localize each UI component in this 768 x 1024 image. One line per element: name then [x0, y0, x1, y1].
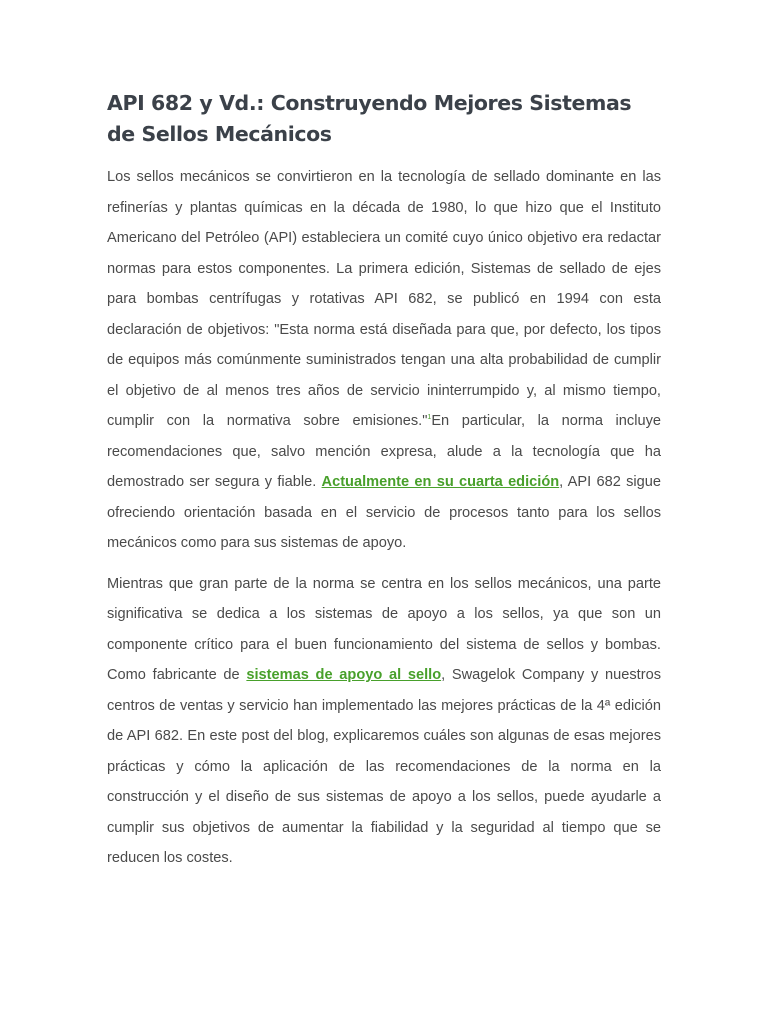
- paragraph-2-text-a: Mientras que gran parte de la norma se centra en los sellos mecánicos, una parte significativa se dedica a los sistemas de apoyo a los sellos, ya que son un componente crítico para el buen funcionamiento del sistema de sellos y bombas. Como fabricante de: [107, 575, 661, 683]
- fourth-edition-link[interactable]: Actualmente en su cuarta edición: [321, 474, 560, 490]
- article: [107, 88, 661, 884]
- paragraph-2-text-b: , Swagelok Company y nuestros centros de ventas y servicio han implementado las mejores prácticas de la 4ª edición de API 682. En este post del blog, explicaremos cuáles son algunas de esas mejores prácticas y cómo la aplicación de las recomendaciones de la norma en la construcción y el diseño de sus sistemas de apoyo a los sellos, puede ayudarle a cumplir sus objetivos de aumentar la fiabilidad y la seguridad al tiempo que se reducen los costes.: [107, 667, 661, 866]
- paragraph-1-text-c: , API 682 sigue ofreciendo orientación basada en el servicio de procesos tanto para los sellos mecánicos como para sus sistemas de apoyo.: [107, 474, 661, 551]
- paragraph-1-text-b: En particular, la norma incluye recomendaciones que, salvo mención expresa, alude a la tecnología que ha demostrado ser segura y fiable.: [107, 413, 661, 490]
- seal-support-systems-link[interactable]: sistemas de apoyo al sello: [246, 667, 442, 683]
- article-paragraph-2: [107, 569, 661, 874]
- paragraph-1-text-a: Los sellos mecánicos se convirtieron en la tecnología de sellado dominante en las refinerías y plantas químicas en la década de 1980, lo que hizo que el Instituto Americano del Petróleo (API) estableciera un comité cuyo único objetivo era redactar normas para estos componentes. La primera edición, Sistemas de sellado de ejes para bombas centrífugas y rotativas API 682, se publicó en 1994 con esta declaración de objetivos: "Esta norma está diseñada para que, por defecto, los tipos de equipos más comúnmente suministrados tengan una alta probabilidad de cumplir el objetivo de al menos tres años de servicio ininterrumpido y, al mismo tiempo, cumplir con la normativa sobre emisiones.": [107, 169, 661, 429]
- footnote-link[interactable]: 1: [427, 414, 432, 422]
- article-paragraph-1: [107, 162, 661, 559]
- article-title: API 682 y Vd.: Construyendo Mejores Sistemas de Sellos Mecánicos: [107, 91, 632, 146]
